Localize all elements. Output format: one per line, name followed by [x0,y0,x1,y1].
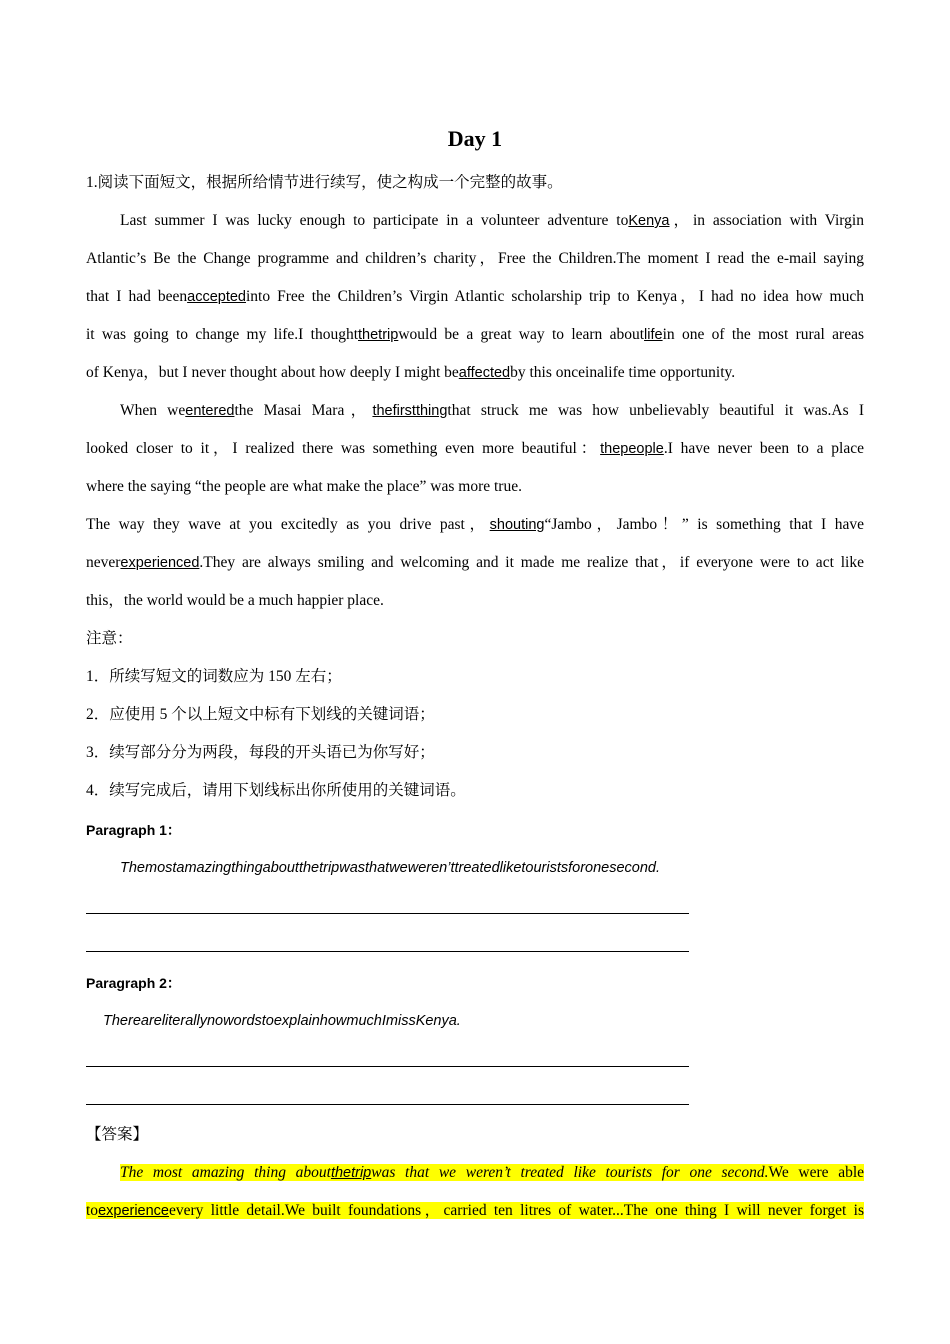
passage-line [86,323,864,347]
keyword: experienced [120,555,200,571]
keyword: Kenya [628,213,670,229]
note-item: 2．应使用 5 个以上短文中标有下划线的关键词语； [86,706,435,723]
keyword: shouting [489,517,545,533]
writing-line[interactable] [86,913,689,914]
text-run: that struck me was how unbelievably beautiful it was.As I [447,402,864,419]
passage-line [120,209,864,233]
keyword: thefirstthing [372,403,448,419]
answer-line [86,1199,864,1223]
note-item: 3．续写部分分为两段，每段的开头语已为你写好； [86,744,435,761]
passage-line: this，the world would be a much happier place. [86,592,384,609]
keyword: life [644,327,663,343]
text-run: by this onceinalife time opportunity. [510,364,736,381]
writing-line[interactable] [86,951,689,952]
text-run: it was going to change my life.I thought [86,326,359,343]
text-run [86,1202,864,1219]
passage-line [86,437,864,461]
passage-line [86,551,864,575]
note-item: 1．所续写短文的词数应为 150 左右； [86,668,342,685]
paragraph2-opening: ThereareliterallynowordstoexplainhowmuchImissKenya. [103,1013,461,1029]
text-run: would be a great way to learn about [398,326,645,343]
writing-line[interactable] [86,1104,689,1105]
keyword: entered [185,403,235,419]
keyword: thepeople [600,441,664,457]
text-run: of Kenya，but I never thought about how deeply I might be [86,364,459,381]
text-run: into Free the Children’s Virgin Atlantic scholarship trip to Kenya，I had no idea how much [245,288,864,305]
notes-heading: 注意： [86,630,133,647]
text-run: “Jambo，Jambo！” is something that I have [544,516,864,533]
passage-line [86,513,864,537]
answer-line [120,1161,864,1185]
paragraph2-label: Paragraph 2： [86,975,181,991]
note-item: 4．续写完成后，请用下划线标出你所使用的关键词语。 [86,782,466,799]
text-run: every little detail.We built foundations，carried ten litres of water...The one thing I will never forget is [169,1202,864,1219]
text-run: was that we weren’t treated like tourists for one second. [371,1164,769,1181]
writing-line[interactable] [86,1066,689,1067]
page-title: Day 1 [447,126,503,151]
paragraph1-label: Paragraph 1： [86,822,181,838]
text-run: ，in association with Virgin [669,212,864,229]
text-run: The most amazing thing about [120,1164,331,1181]
keyword: thetrip [330,1165,372,1181]
task-instruction: 1.阅读下面短文，根据所给情节进行续写，使之构成一个完整的故事。 [86,174,563,191]
text-run: in one of the most rural areas [662,326,864,343]
passage-line: where the saying “the people are what make the place” was more true. [86,478,522,495]
passage-line: Atlantic’s Be the Change programme and children’s charity，Free the Children.The moment I read the e-mail saying [86,250,864,267]
text-run: the Masai Mara， [234,402,373,419]
text-run: that I had been [86,288,188,305]
paragraph1-opening: Themostamazingthingaboutthetripwasthatweweren’ttreatedliketouristsforonesecond. [120,860,661,876]
text-run [120,1164,864,1181]
text-run: looked closer to it，I realized there was something even more beautiful： [86,440,601,457]
answer-heading: 【答案】 [86,1126,149,1143]
text-run: When we [120,402,186,419]
text-run: Last summer I was lucky enough to participate in a volunteer adventure to [120,212,629,229]
passage-line [120,399,864,423]
text-run: never [86,554,121,571]
text-run: .They are always smiling and welcoming and it made me realize that，if everyone were to act like [199,554,864,571]
text-run: .I have never been to a place [663,440,864,457]
text-run: The way they wave at you excitedly as you drive past， [86,516,490,533]
passage-line [86,361,864,385]
keyword: accepted [187,289,246,305]
keyword: affected [458,365,511,381]
text-run: to [86,1202,99,1219]
text-run: We were able [768,1164,865,1181]
keyword: experience [98,1203,169,1219]
keyword: thetrip [358,327,399,343]
passage-line [86,285,864,309]
